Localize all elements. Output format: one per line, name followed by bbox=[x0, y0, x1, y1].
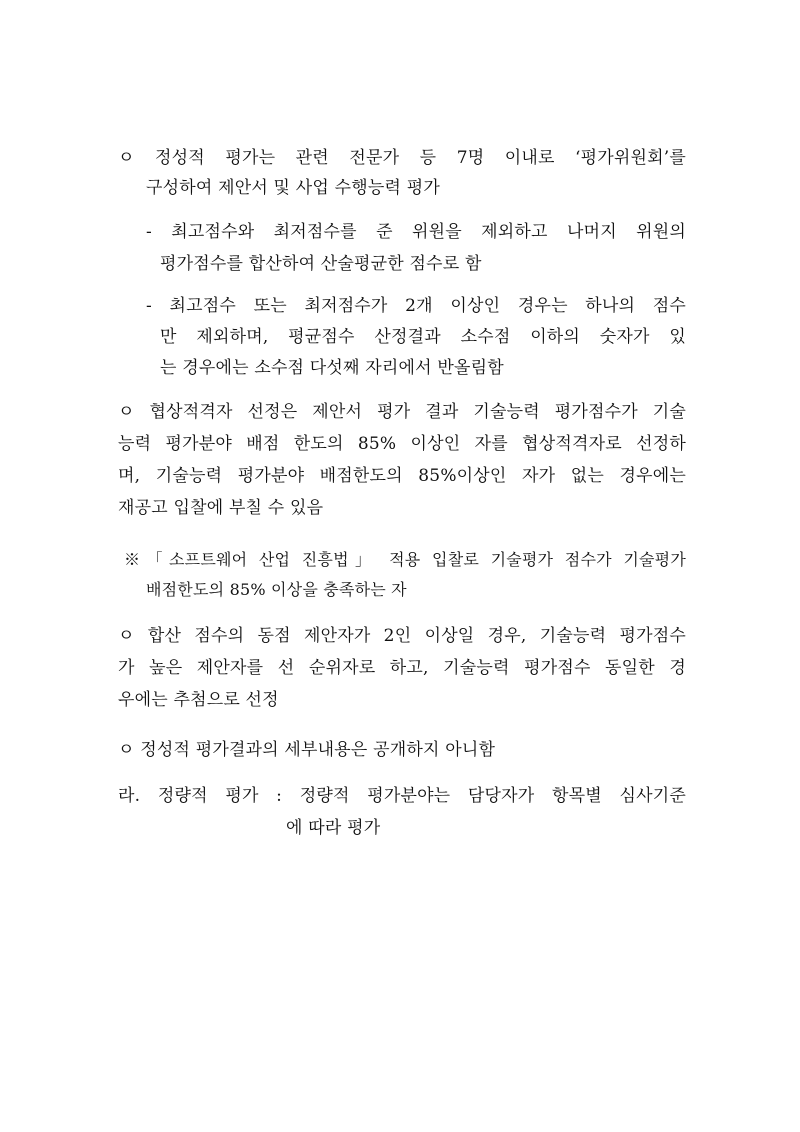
text-line: ※「소프트웨어 산업 진흥법」 적용 입찰로 기술평가 점수가 기술평가 bbox=[124, 550, 686, 569]
text-line: ㅇ 정성적 평가는 관련 전문가 등 7명 이내로 ‘평가위원회’를 bbox=[118, 148, 686, 168]
text-line: 능력 평가분야 배점 한도의 85% 이상인 자를 협상적격자로 선정하 bbox=[118, 434, 686, 454]
text-line: 며, 기술능력 평가분야 배점한도의 85%이상인 자가 없는 경우에는 bbox=[118, 466, 686, 486]
text-line: 우에는 추첨으로 선정 bbox=[118, 690, 279, 710]
text-line: 배점한도의 85% 이상을 충족하는 자 bbox=[146, 580, 407, 599]
text-line: ㅇ 합산 점수의 동점 제안자가 2인 이상일 경우, 기술능력 평가점수 bbox=[118, 626, 686, 646]
text-line: 가 높은 제안자를 선 순위자로 하고, 기술능력 평가점수 동일한 경 bbox=[118, 658, 686, 678]
text-line: - 최고점수와 최저점수를 준 위원을 제외하고 나머지 위원의 bbox=[146, 222, 686, 242]
text-line: 평가점수를 합산하여 산술평균한 점수로 함 bbox=[160, 254, 482, 274]
text-line: - 최고점수 또는 최저점수가 2개 이상인 경우는 하나의 점수 bbox=[146, 296, 686, 316]
text-line: 재공고 입찰에 부칠 수 있음 bbox=[118, 498, 324, 518]
text-line: ㅇ 정성적 평가결과의 세부내용은 공개하지 아니함 bbox=[118, 740, 496, 760]
text-line: 는 경우에는 소수점 다섯째 자리에서 반올림함 bbox=[160, 358, 504, 378]
section-heading-line: 라. 정량적 평가 : 정량적 평가분야는 담당자가 항목별 심사기준 bbox=[118, 786, 686, 806]
text-line: 만 제외하며, 평균점수 산정결과 소수점 이하의 숫자가 있 bbox=[160, 327, 686, 347]
text-line: 에 따라 평가 bbox=[286, 818, 381, 838]
text-line: 구성하여 제안서 및 사업 수행능력 평가 bbox=[146, 178, 440, 198]
text-line: ㅇ 협상적격자 선정은 제안서 평가 결과 기술능력 평가점수가 기술 bbox=[118, 402, 686, 422]
